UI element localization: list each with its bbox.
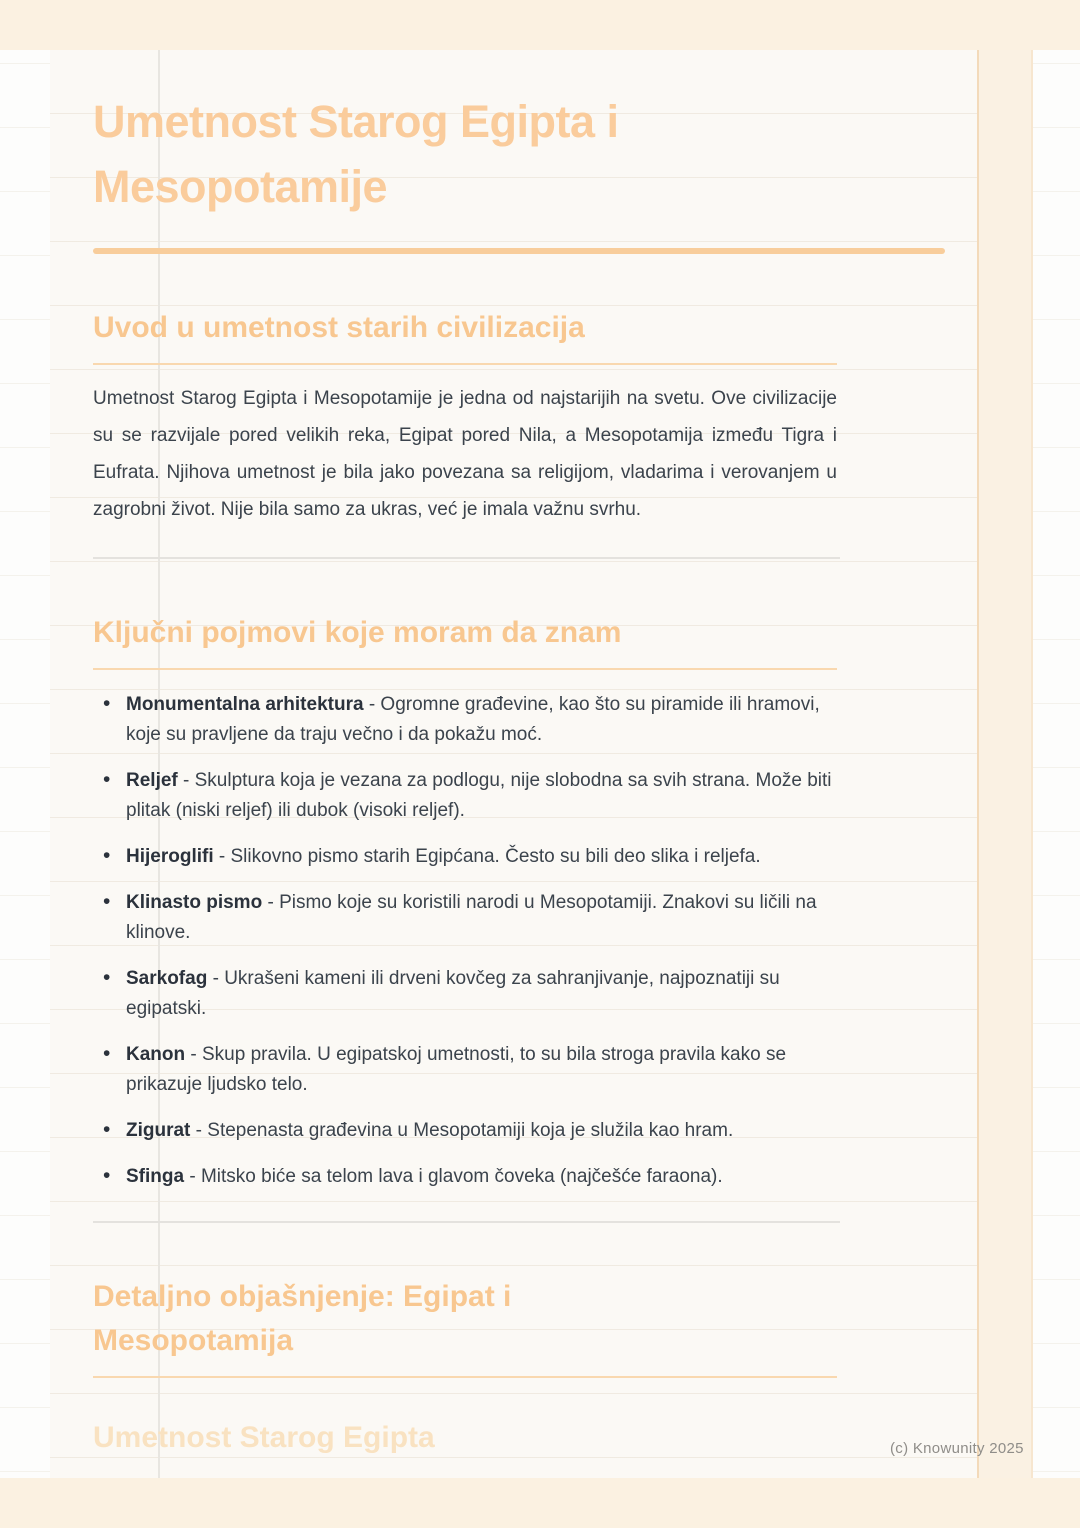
list-item <box>93 964 837 1024</box>
bullet-icon: • <box>103 692 111 715</box>
term-description: - Skup pravila. U egipatskoj umetnosti, to su bila stroga pravila kako se prikazuje ljudsko telo. <box>126 1044 787 1095</box>
list-item <box>93 1116 837 1146</box>
section-intro <box>93 306 977 528</box>
term-description: - Stepenasta građevina u Mesopotamiji koja je služila kao hram. <box>195 1120 734 1141</box>
key-terms-list <box>93 690 837 1192</box>
term-label: Hijeroglifi <box>126 846 214 867</box>
term-label: Kanon <box>126 1044 186 1065</box>
section-key-terms <box>93 611 977 1192</box>
page-title: Umetnost Starog Egipta i Mesopotamije <box>93 96 619 212</box>
bullet-icon: • <box>103 1118 111 1141</box>
top-margin-band <box>0 0 1080 50</box>
section-separator <box>93 1221 840 1223</box>
term-label: Sfinga <box>126 1166 185 1187</box>
bullet-icon: • <box>103 768 111 791</box>
section-detail <box>93 1275 977 1458</box>
page-right-margin-strip <box>977 50 1033 1478</box>
term-label: Monumentalna arhitektura <box>126 694 364 715</box>
term-label: Klinasto pismo <box>126 892 263 913</box>
detail-heading-divider <box>93 1376 837 1378</box>
bullet-icon: • <box>103 1042 111 1065</box>
list-item <box>93 690 837 750</box>
title-divider <box>93 248 945 254</box>
bullet-icon: • <box>103 1164 111 1187</box>
list-item <box>93 888 837 948</box>
list-item <box>93 842 837 872</box>
term-description: - Mitsko biće sa telom lava i glavom čoveka (najčešće faraona). <box>189 1166 723 1187</box>
intro-heading-divider <box>93 363 837 365</box>
bullet-icon: • <box>103 966 111 989</box>
term-label: Reljef <box>126 770 178 791</box>
term-label: Zigurat <box>126 1120 191 1141</box>
list-item <box>93 1040 837 1100</box>
section-separator <box>93 557 840 559</box>
term-description: - Slikovno pismo starih Egipćana. Često su bili deo slika i reljefa. <box>218 846 761 867</box>
term-label: Sarkofag <box>126 968 208 989</box>
copyright-notice: (c) Knowunity 2025 <box>890 1440 1024 1457</box>
list-item <box>93 1162 837 1192</box>
term-description: - Ukrašeni kameni ili drveni kovčeg za sahranjivanje, najpoznatiji su egipatski. <box>126 968 780 1019</box>
list-item <box>93 766 837 826</box>
page-content <box>93 50 977 1458</box>
detail-subheading: Umetnost Starog Egipta <box>93 1421 435 1454</box>
key-terms-heading-divider <box>93 668 837 670</box>
intro-paragraph: Umetnost Starog Egipta i Mesopotamije je jedna od najstarijih na svetu. Ove civilizacije su se razvijale pored velikih reka, Egipat pored Nila, a Mesopotamija između Tigra i Eufrata. Njihova umetnost je bila jako povezana sa religijom, vladarima i verovanjem u zagrobni život. Nije bila samo za ukras, već je imala važnu svrhu. <box>93 388 837 520</box>
bullet-icon: • <box>103 844 111 867</box>
term-description: - Pismo koje su koristili narodi u Mesopotamiji. Znakovi su ličili na klinove. <box>126 892 817 943</box>
bottom-margin-band <box>0 1478 1080 1528</box>
intro-section-heading: Uvod u umetnost starih civilizacija <box>93 311 585 344</box>
key-terms-section-heading: Ključni pojmovi koje moram da znam <box>93 616 622 649</box>
term-description: - Skulptura koja je vezana za podlogu, nije slobodna sa svih strana. Može biti plitak (niski reljef) ili dubok (visoki reljef). <box>126 770 832 821</box>
bullet-icon: • <box>103 890 111 913</box>
term-description: - Ogromne građevine, kao što su piramide ili hramovi, koje su pravljene da traju večno i da pokažu moć. <box>126 694 820 745</box>
detail-section-heading: Detaljno objašnjenje: Egipat i Mesopotamija <box>93 1280 512 1357</box>
document-page <box>50 50 977 1478</box>
